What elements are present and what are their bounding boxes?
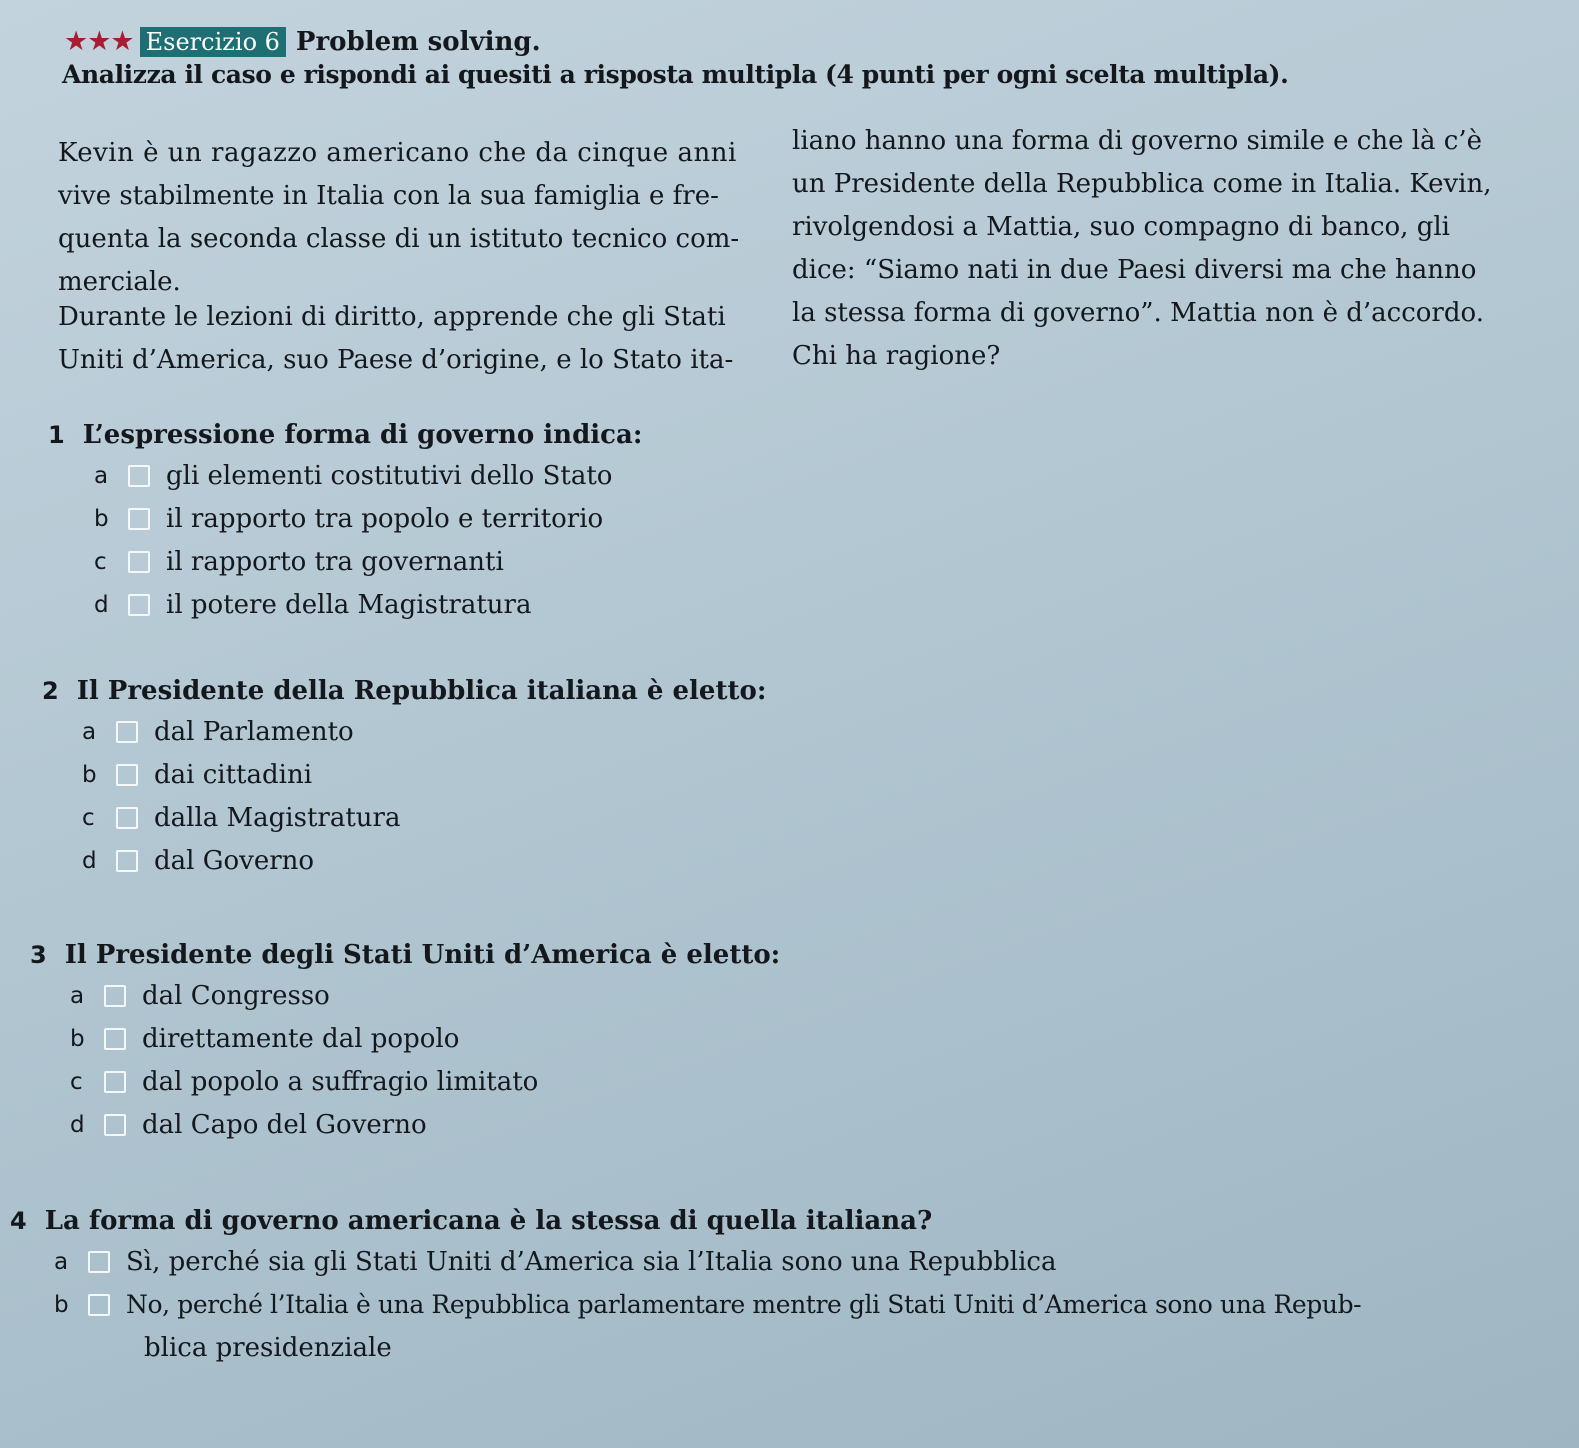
question-text: Il Presidente degli Stati Uniti d’America è eletto:	[64, 940, 781, 970]
text-line: rivolgendosi a Mattia, suo compagno di banco, gli	[792, 212, 1450, 242]
question-3	[30, 940, 780, 1146]
question-text: Il Presidente della Repubblica italiana è eletto:	[76, 676, 767, 706]
option-b[interactable]	[82, 753, 766, 796]
option-text: Sì, perché sia gli Stati Uniti d’America sia l’Italia sono una Repubblica	[126, 1246, 1057, 1277]
option-a[interactable]	[82, 710, 766, 753]
option-text: dal Parlamento	[154, 716, 354, 747]
option-letter: b	[70, 1025, 85, 1052]
option-a[interactable]	[54, 1240, 1361, 1283]
text-line: Kevin è un ragazzo americano che da cinque anni	[58, 138, 737, 168]
option-d[interactable]	[94, 583, 642, 626]
question-text: La forma di governo americana è la stessa di quella italiana?	[44, 1206, 933, 1236]
checkbox[interactable]	[116, 721, 138, 743]
option-letter: a	[70, 982, 85, 1009]
checkbox[interactable]	[116, 850, 138, 872]
question-number: 1	[48, 421, 65, 449]
option-letter: c	[70, 1068, 83, 1095]
question-1	[48, 420, 642, 626]
option-letter: a	[54, 1248, 69, 1275]
option-letter: d	[70, 1111, 85, 1138]
case-paragraph-2	[58, 296, 748, 382]
text-line: dice: “Siamo nati in due Paesi diversi ma che hanno	[792, 255, 1477, 285]
question-title	[48, 420, 642, 450]
option-c[interactable]	[82, 796, 766, 839]
question-title	[42, 676, 766, 706]
options-list	[94, 454, 642, 626]
exercise-title: Problem solving.	[295, 26, 541, 57]
option-d[interactable]	[82, 839, 766, 882]
text-line: la stessa forma di governo”. Mattia non è d’accordo.	[792, 298, 1484, 328]
checkbox[interactable]	[116, 764, 138, 786]
text-line: un Presidente della Repubblica come in Italia. Kevin,	[792, 169, 1492, 199]
option-letter: d	[94, 591, 109, 618]
option-a[interactable]	[70, 974, 780, 1017]
question-number: 2	[42, 677, 59, 705]
option-text: direttamente dal popolo	[142, 1023, 460, 1054]
exercise-header	[64, 26, 541, 57]
option-b[interactable]	[70, 1017, 780, 1060]
checkbox[interactable]	[128, 508, 150, 530]
option-letter: a	[82, 718, 97, 745]
checkbox[interactable]	[128, 551, 150, 573]
text-line: quenta la seconda classe di un istituto tecnico com-	[58, 224, 740, 254]
question-text: L’espressione forma di governo indica:	[82, 420, 643, 450]
text-line: Durante le lezioni di diritto, apprende che gli Stati	[58, 302, 726, 332]
question-number: 4	[10, 1207, 27, 1235]
option-a[interactable]	[94, 454, 642, 497]
option-c[interactable]	[94, 540, 642, 583]
checkbox[interactable]	[128, 465, 150, 487]
option-text: dal popolo a suffragio limitato	[142, 1066, 539, 1097]
option-text: il rapporto tra popolo e territorio	[166, 503, 604, 534]
option-letter: b	[94, 505, 109, 532]
checkbox[interactable]	[104, 1071, 126, 1093]
option-letter: c	[94, 548, 107, 575]
option-b[interactable]	[94, 497, 642, 540]
option-letter: c	[82, 804, 95, 831]
option-letter: b	[54, 1291, 69, 1318]
options-list	[54, 1240, 1361, 1369]
question-title	[10, 1206, 1361, 1236]
option-text: dai cittadini	[154, 759, 313, 790]
checkbox[interactable]	[116, 807, 138, 829]
option-text: dal Congresso	[142, 980, 330, 1011]
option-c[interactable]	[70, 1060, 780, 1103]
option-d[interactable]	[70, 1103, 780, 1146]
text-line: Uniti d’America, suo Paese d’origine, e lo Stato ita-	[58, 345, 734, 375]
text-line: liano hanno una forma di governo simile e che là c’è	[792, 126, 1483, 156]
checkbox[interactable]	[88, 1294, 110, 1316]
question-2	[42, 676, 766, 882]
difficulty-stars-icon: ★★★	[64, 26, 134, 57]
checkbox[interactable]	[104, 1028, 126, 1050]
text-line: merciale.	[58, 267, 181, 297]
option-text: il rapporto tra governanti	[166, 546, 504, 577]
option-letter: b	[82, 761, 97, 788]
option-text-continuation: blica presidenziale	[144, 1332, 392, 1363]
text-line: Chi ha ragione?	[792, 341, 1001, 371]
question-4	[10, 1206, 1361, 1369]
question-title	[30, 940, 780, 970]
checkbox[interactable]	[104, 1114, 126, 1136]
options-list	[70, 974, 780, 1146]
option-text: il potere della Magistratura	[166, 589, 532, 620]
options-list	[82, 710, 766, 882]
question-number: 3	[30, 941, 47, 969]
instruction: Analizza il caso e rispondi ai quesiti a risposta multipla (4 punti per ogni scelta multipla).	[62, 60, 1289, 89]
option-letter: d	[82, 847, 97, 874]
option-text: dal Capo del Governo	[142, 1109, 427, 1140]
option-text: dalla Magistratura	[154, 802, 401, 833]
option-letter: a	[94, 462, 109, 489]
checkbox[interactable]	[88, 1251, 110, 1273]
exercise-badge: Esercizio 6	[140, 27, 286, 57]
option-text: dal Governo	[154, 845, 315, 876]
option-text: gli elementi costitutivi dello Stato	[166, 460, 613, 491]
option-b-continuation	[54, 1326, 1361, 1369]
checkbox[interactable]	[128, 594, 150, 616]
case-paragraph-1	[58, 132, 748, 304]
option-text: No, perché l’Italia è una Repubblica parlamentare mentre gli Stati Uniti d’America sono una Repub-	[126, 1290, 1362, 1319]
option-b[interactable]	[54, 1283, 1361, 1326]
case-paragraph-right	[792, 120, 1502, 378]
checkbox[interactable]	[104, 985, 126, 1007]
text-line: vive stabilmente in Italia con la sua famiglia e fre-	[58, 181, 719, 211]
